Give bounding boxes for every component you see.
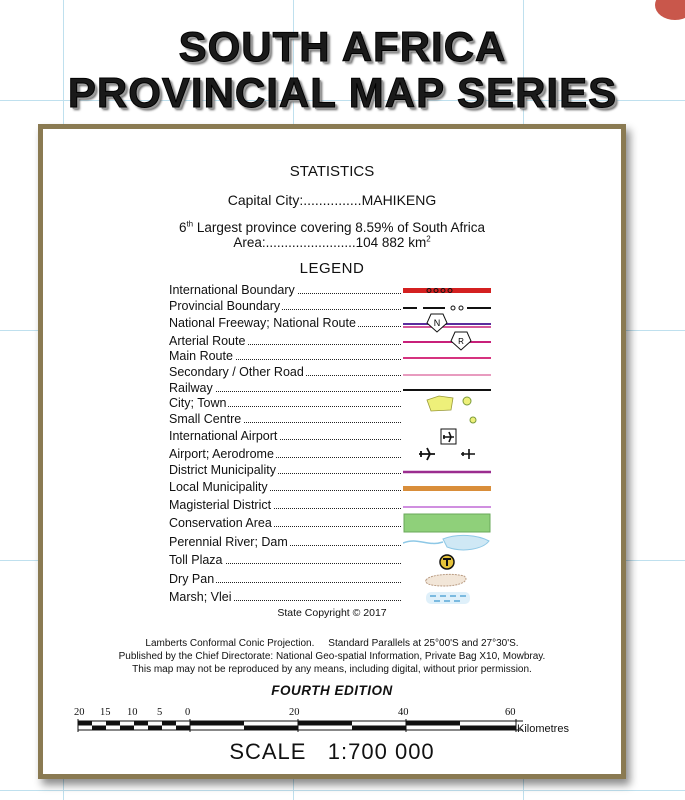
aerodrome-icon [417, 445, 487, 463]
airport-icon [439, 427, 459, 447]
legend-item [169, 516, 569, 532]
legend-label: International Boundary [169, 283, 295, 297]
legend-label: Toll Plaza [169, 553, 223, 567]
capital-label: Capital City:............... [227, 192, 362, 208]
legend-label: Arterial Route [169, 334, 246, 348]
capital-value: MAHIKENG [361, 192, 437, 208]
map-series-title [0, 24, 685, 116]
rank-suffix: th [186, 219, 194, 229]
legend-label: Secondary / Other Road [169, 365, 304, 379]
province-size-rank [43, 220, 621, 235]
legend-label: National Freeway; National Route [169, 316, 356, 330]
projection-line-3: This map may not be reproduced by any means, including digital, without prior permission. [132, 664, 532, 675]
legend-label: International Airport [169, 429, 278, 443]
legend-item [169, 299, 569, 315]
arterial-route-badge: R [458, 337, 464, 346]
secondary-road-symbol [403, 365, 493, 381]
legend-item [169, 396, 569, 412]
projection-line-1: Lamberts Conformal Conic Projection. Standard Parallels at 25°00'S and 27°30'S. [145, 638, 519, 649]
legend-item [169, 535, 569, 551]
largest-text: Largest province covering 8.59% of South Africa [193, 220, 486, 235]
legend-label: Railway [169, 381, 213, 395]
area-value: 104 882 km [355, 235, 427, 250]
marsh-symbol [424, 590, 474, 606]
map-info-panel [38, 124, 626, 779]
legend-item [169, 553, 569, 569]
scale-tick-label: 0 [185, 707, 191, 718]
province-area [43, 235, 621, 250]
legend-heading: LEGEND [299, 260, 365, 277]
scale-tick-label: 15 [100, 707, 111, 718]
legend-item [169, 365, 569, 381]
legend-label: Airport; Aerodrome [169, 447, 274, 461]
scale-tick-label: 20 [289, 707, 300, 718]
area-label: Area:........................ [233, 235, 356, 250]
legend-label: City; Town [169, 396, 227, 410]
dry-pan-symbol [424, 572, 474, 588]
legend-item [169, 349, 569, 365]
local-municipality-symbol [403, 480, 493, 496]
magisterial-district-symbol [403, 498, 493, 514]
capital-city [43, 192, 621, 208]
legend-label: Small Centre [169, 412, 242, 426]
title-line-1: SOUTH AFRICA [178, 23, 507, 70]
conservation-area-symbol [403, 513, 493, 535]
legend-item [169, 412, 569, 428]
statistics-heading: STATISTICS [289, 163, 375, 180]
legend-label: Dry Pan [169, 572, 215, 586]
main-route-symbol [403, 349, 493, 365]
legend-item [169, 283, 569, 299]
legend-item [169, 498, 569, 514]
legend-item [169, 480, 569, 496]
rank-number: 6 [178, 220, 187, 235]
legend-label: Perennial River; Dam [169, 535, 288, 549]
national-route-badge: N [433, 318, 441, 328]
scale-tick-label: 5 [157, 707, 163, 718]
legend-item [169, 316, 569, 332]
international-boundary-symbol [403, 283, 493, 299]
legend-label: Marsh; Vlei [169, 590, 232, 604]
edition-label: FOURTH EDITION [271, 683, 393, 698]
corner-decoration [655, 0, 685, 20]
legend-label: Provincial Boundary [169, 299, 281, 313]
city-town-symbol [425, 394, 485, 414]
legend-label: District Municipality [169, 463, 276, 477]
legend-item [169, 334, 569, 350]
legend-item [169, 429, 569, 445]
legend-item [169, 447, 569, 463]
scale-tick-label: 60 [505, 707, 516, 718]
legend-item [169, 572, 569, 588]
scale-ratio: SCALE 1:700 000 [229, 739, 435, 764]
scale-bar [73, 719, 523, 735]
district-municipality-symbol [403, 463, 493, 479]
scale-tick-label: 20 [74, 707, 85, 718]
area-unit-sup: 2 [426, 234, 431, 244]
projection-info [43, 637, 621, 676]
legend-label: Main Route [169, 349, 233, 363]
projection-line-2: Published by the Chief Directorate: National Geo-spatial Information, Private Bag X10, Mowbray. [118, 651, 546, 662]
scale-tick-label: 10 [127, 707, 138, 718]
legend-item [169, 381, 569, 397]
toll-plaza-icon [437, 552, 457, 572]
title-line-2: PROVINCIAL MAP SERIES [67, 69, 618, 116]
legend-item [169, 590, 569, 606]
scale-unit: Kilometres [517, 723, 569, 735]
small-centre-symbol [465, 412, 481, 428]
legend-label: Conservation Area [169, 516, 272, 530]
copyright-notice: State Copyright © 2017 [277, 607, 387, 619]
legend-label: Local Municipality [169, 480, 268, 494]
legend-item [169, 463, 569, 479]
scale-tick-label: 40 [398, 707, 409, 718]
legend-label: Magisterial District [169, 498, 272, 512]
